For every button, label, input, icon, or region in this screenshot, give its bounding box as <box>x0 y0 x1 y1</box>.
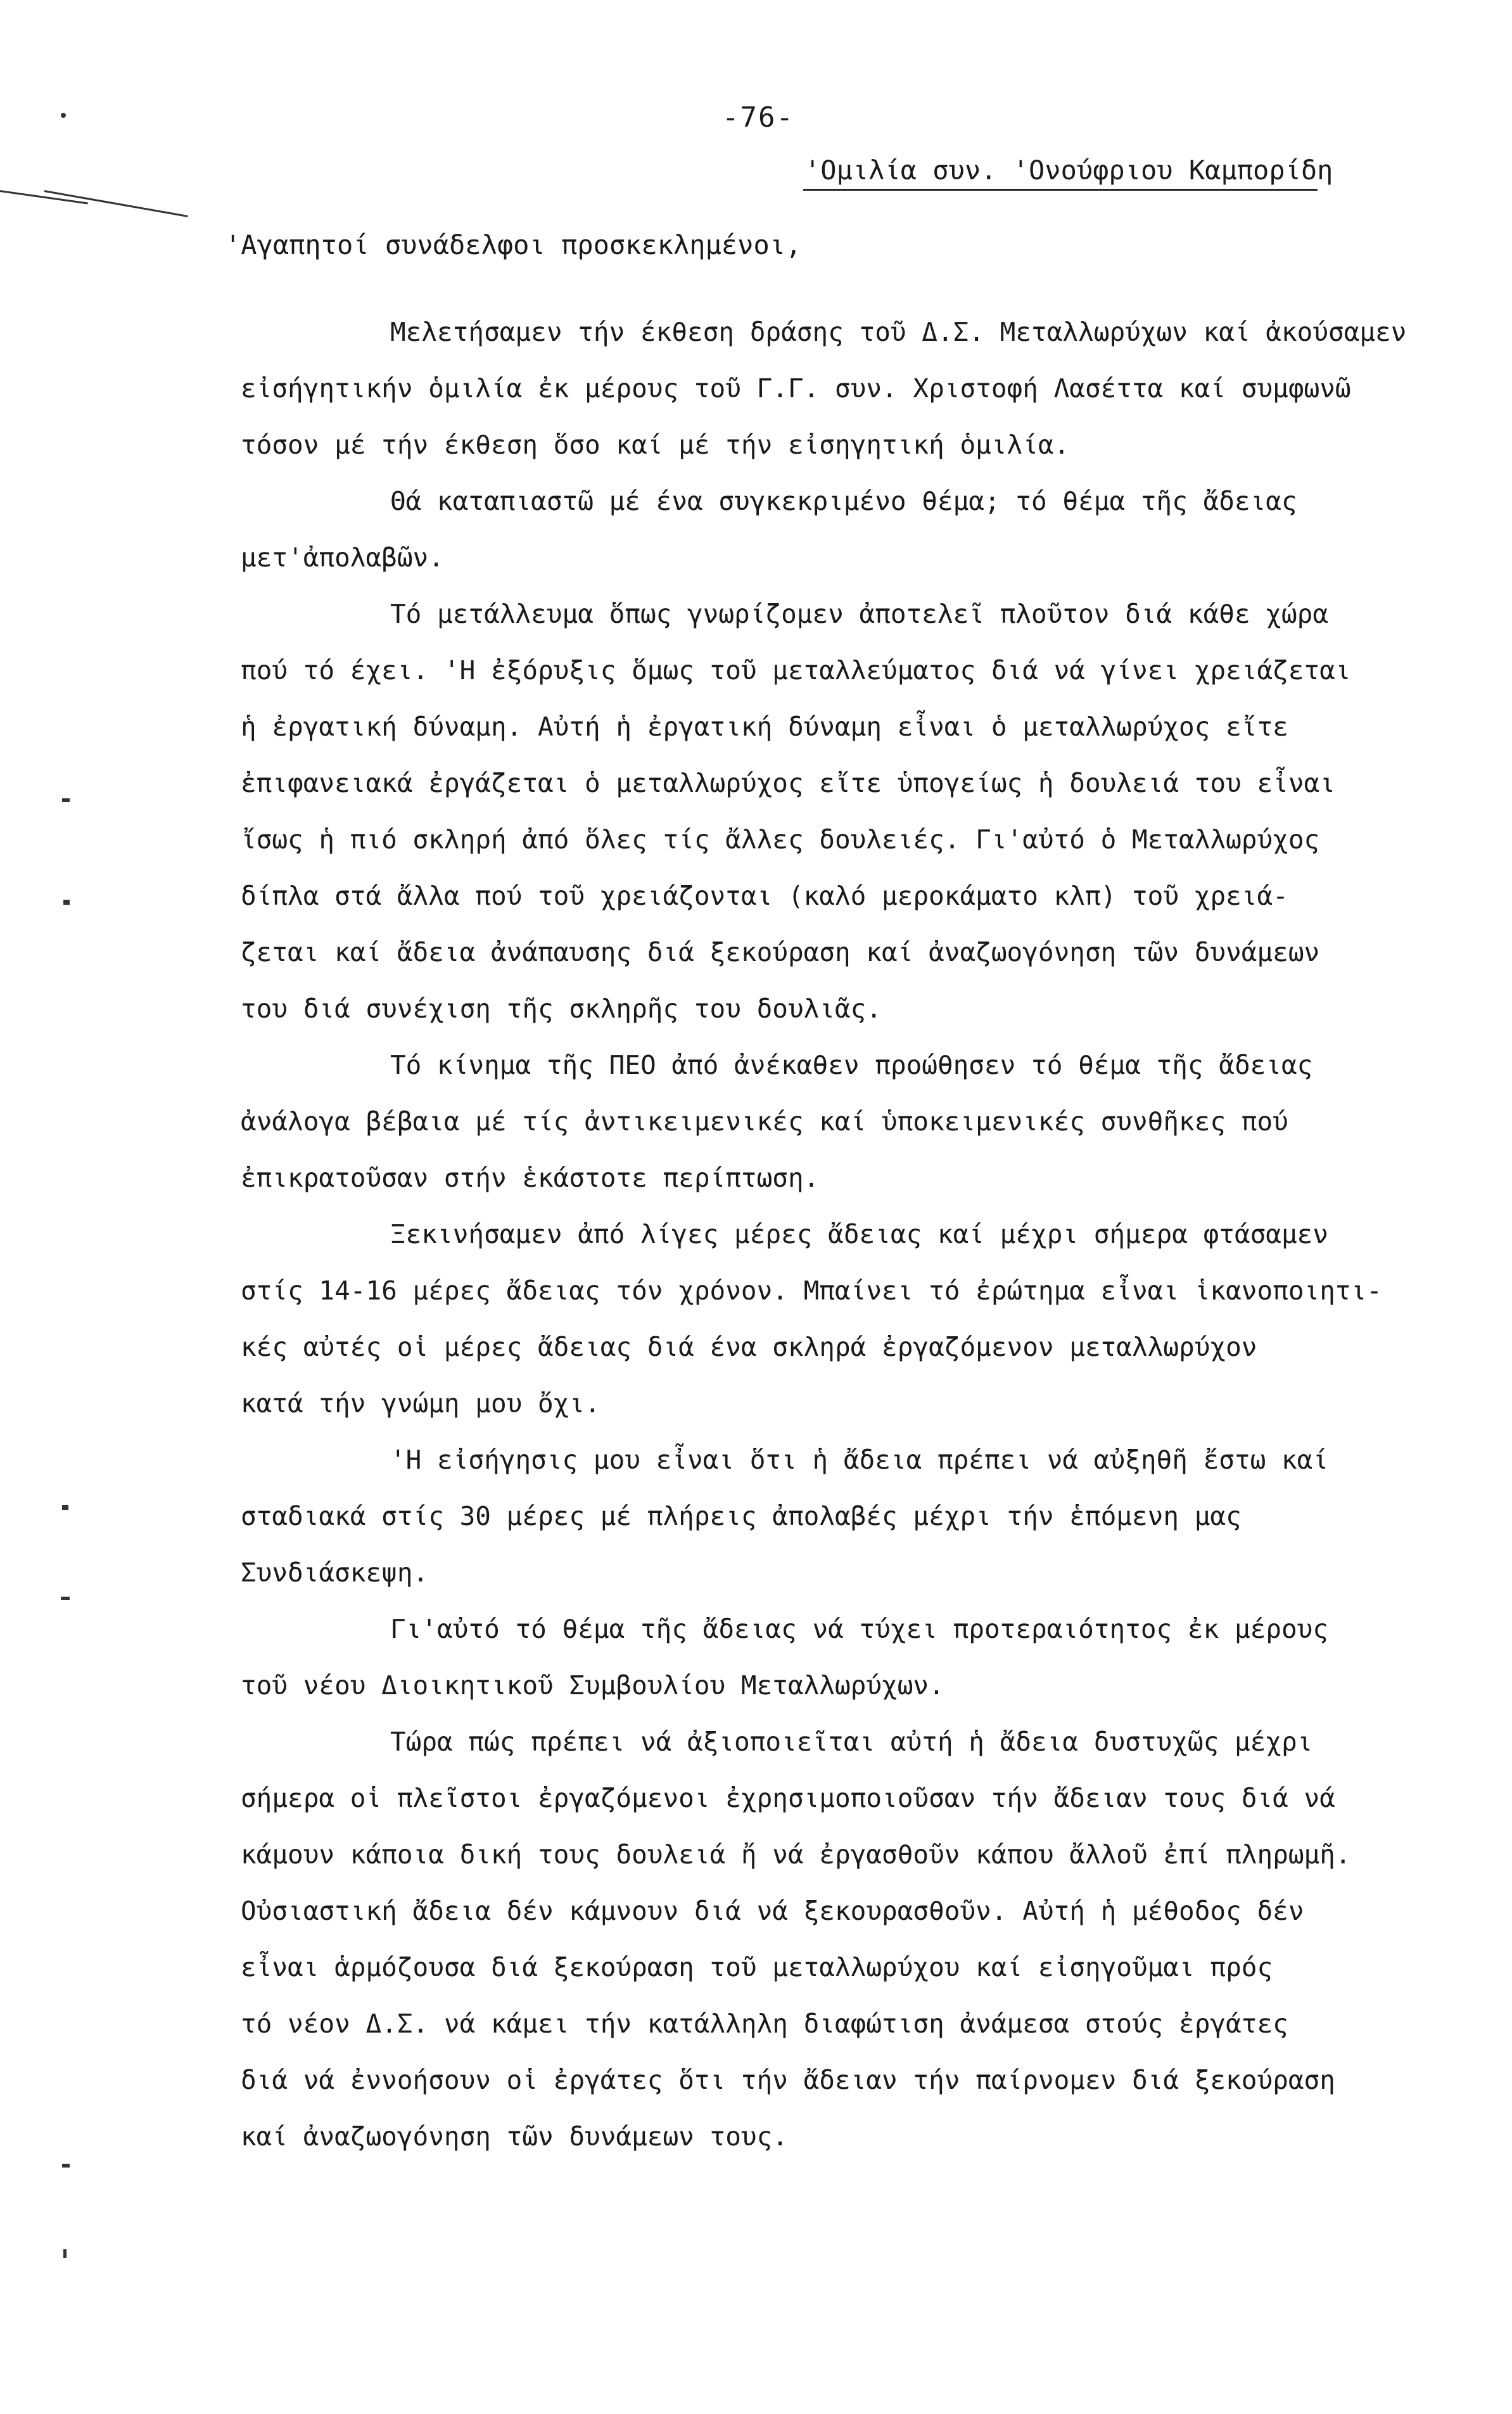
text-line: σταδιακά στίς 30 μέρες μέ πλήρεις ἀπολαβές μέχρι τήν ἑπόμενη μας <box>241 1501 1242 1531</box>
text-line: ἐπιφανειακά ἐργάζεται ὁ μεταλλωρύχος εἴτε ὑπογείως ἡ δουλειά του εἶναι <box>241 768 1335 798</box>
salutation: 'Αγαπητοί συνάδελφοι προσκεκλημένοι, <box>225 229 802 260</box>
text-line: ἴσως ἡ πιό σκληρή ἀπό ὅλες τίς ἄλλες δουλειές. Γι'αὐτό ὁ Μεταλλωρύχος <box>241 824 1320 855</box>
scan-mark <box>61 1597 70 1600</box>
text-line: τοῦ νέου Διοικητικοῦ Συμβουλίου Μεταλλωρύχων. <box>241 1670 944 1701</box>
scan-mark <box>44 190 188 217</box>
text-line: κατά τήν γνώμη μου ὄχι. <box>241 1388 600 1419</box>
paragraph <box>241 1601 1425 1714</box>
paragraph <box>241 304 1425 473</box>
scan-mark <box>61 113 66 118</box>
text-line: του διά συνέχιση τῆς σκληρῆς του δουλιᾶς. <box>241 993 882 1024</box>
text-line: ἡ ἐργατική δύναμη. Αὐτή ἡ ἐργατική δύναμη εἶναι ὁ μεταλλωρύχος εἴτε <box>241 712 1288 742</box>
text-line: εἶναι ἁρμόζουσα διά ξεκούραση τοῦ μεταλλωρύχου καί εἰσηγοῦμαι πρός <box>241 1952 1273 1983</box>
paragraph <box>241 1714 1425 2165</box>
text-line: τόσον μέ τήν έκθεση ὅσο καί μέ τήν εἰσηγητική ὁμιλία. <box>241 430 1070 460</box>
text-line: καί ἀναζωογόνηση τῶν δυνάμεων τους. <box>241 2121 788 2152</box>
text-line: τό νέον Δ.Σ. νά κάμει τήν κατάλληλη διαφώτιση ἀνάμεσα στούς ἐργάτες <box>241 2008 1288 2039</box>
text-line: Μελετήσαμεν τήν έκθεση δράσης τοῦ Δ.Σ. Μεταλλωρύχων καί ἀκούσαμεν <box>390 317 1407 347</box>
text-line: κάμουν κάποια δική τους δουλειά ἤ νά ἐργασθοῦν κάπου ἄλλοῦ ἐπί πληρωμῆ. <box>241 1839 1351 1870</box>
speaker-underline <box>803 189 1318 191</box>
text-line: δίπλα στά ἄλλα πού τοῦ χρειάζονται (καλό μεροκάματο κλπ) τοῦ χρειά- <box>241 881 1288 911</box>
text-line: Τό κίνημα τῆς ΠΕΟ ἀπό ἀνέκαθεν προώθησεν τό θέμα τῆς ἄδειας <box>390 1050 1313 1080</box>
text-line: Θά καταπιαστῶ μέ ένα συγκεκριμένο θέμα; τό θέμα τῆς ἄδειας <box>390 486 1297 516</box>
text-line: Συνδιάσκεψη. <box>241 1557 429 1588</box>
text-line: Τώρα πώς πρέπει νά ἀξιοποιεῖται αὐτή ἡ ἄδεια δυστυχῶς μέχρι <box>390 1727 1313 1757</box>
scan-mark <box>62 2164 70 2168</box>
text-line: κές αὐτές οἱ μέρες ἄδειας διά ένα σκληρά ἐργαζόμενον μεταλλωρύχον <box>241 1332 1257 1362</box>
text-line: μετ'ἀπολαβῶν. <box>241 542 444 573</box>
text-line: ἀνάλογα βέβαια μέ τίς ἀντικειμενικές καί ὑποκειμενικές συνθῆκες πού <box>241 1106 1288 1137</box>
paragraph <box>241 586 1425 1037</box>
text-line: πού τό έχει. 'Η ἐξόρυξις ὅμως τοῦ μεταλλεύματος διά νά γίνει χρειάζεται <box>241 655 1351 686</box>
text-line: διά νά ἐννοήσουν οἱ ἐργάτες ὅτι τήν ἄδειαν τήν παίρνομεν διά ξεκούραση <box>241 2065 1335 2095</box>
text-line: Τό μετάλλευμα ὅπως γνωρίζομεν ἀποτελεῖ πλοῦτον διά κάθε χώρα <box>390 599 1329 629</box>
text-line: ἐπικρατοῦσαν στήν ἑκάστοτε περίπτωση. <box>241 1163 820 1193</box>
page-number: -76- <box>722 101 794 134</box>
paragraph <box>241 1206 1425 1432</box>
text-line: Οὐσιαστική ἄδεια δέν κάμνουν διά νά ξεκουρασθοῦν. Αὐτή ἡ μέθοδος δέν <box>241 1896 1304 1926</box>
text-line: 'Η εἰσήγησις μου εἶναι ὅτι ἡ ἄδεια πρέπει νά αὐξηθῆ ἔστω καί <box>390 1445 1329 1475</box>
body-text <box>241 304 1425 2165</box>
scan-mark <box>63 2249 67 2258</box>
speaker-heading: 'Ομιλία συν. 'Ονούφριου Καμπορίδη <box>804 155 1333 186</box>
text-line: σήμερα οἱ πλεῖστοι ἐργαζόμενοι ἐχρησιμοποιοῦσαν τήν ἄδειαν τους διά νά <box>241 1783 1335 1813</box>
text-line: Ξεκινήσαμεν ἀπό λίγες μέρες ἄδειας καί μέχρι σήμερα φτάσαμεν <box>390 1219 1329 1249</box>
paragraph <box>241 473 1425 586</box>
text-line: ζεται καί ἄδεια ἀνάπαυσης διά ξεκούραση καί ἀναζωογόνηση τῶν δυνάμεων <box>241 937 1320 968</box>
paragraph <box>241 1432 1425 1601</box>
text-line: Γι'αὐτό τό θέμα τῆς ἄδειας νά τύχει προτεραιότητος ἐκ μέρους <box>390 1614 1329 1644</box>
scan-mark <box>62 1505 68 1510</box>
text-line: στίς 14-16 μέρες ἄδειας τόν χρόνον. Μπαίνει τό ἐρώτημα εἶναι ἱκανοποιητι- <box>241 1275 1382 1306</box>
paragraph <box>241 1037 1425 1206</box>
scan-mark <box>62 798 70 802</box>
scan-mark <box>63 900 70 905</box>
text-line: εἰσήγητικήν ὁμιλία ἐκ μέρους τοῦ Γ.Γ. συν. Χριστοφή Λασέττα καί συμφωνῶ <box>241 373 1351 404</box>
